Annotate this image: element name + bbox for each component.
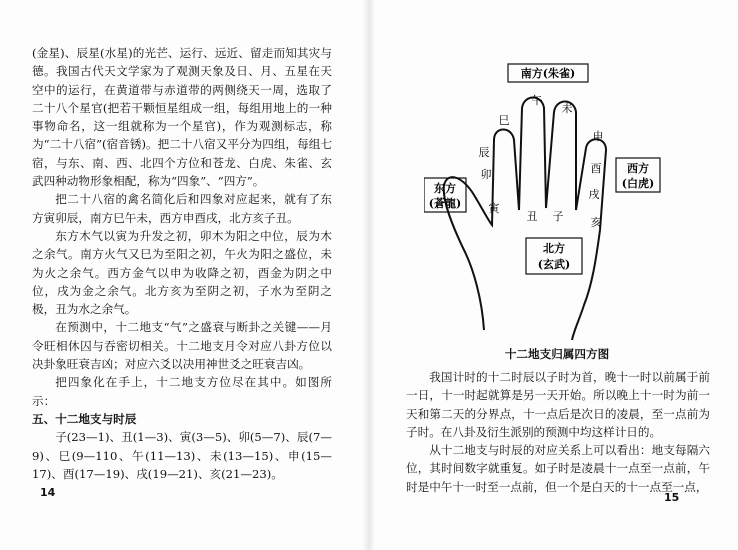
branch-yin: 寅	[488, 202, 500, 215]
north-label-1: 北方	[543, 242, 565, 255]
branch-chen: 辰	[478, 146, 490, 159]
branch-chou: 丑	[526, 210, 538, 223]
south-label: 南方(朱雀)	[520, 67, 576, 80]
paragraph: 从十二地支与时辰的对应关系上可以看出：地支每隔六位，其时间数字就重复。如子时是凌晨十一点至一点前，午时是中午十一时至一点前，但一个是白天的十一点至一点，	[406, 443, 710, 494]
section-heading: 五、十二地支与时辰	[32, 411, 137, 426]
figure-caption: 十二地支归属四方图	[504, 347, 610, 361]
hand-outline	[444, 98, 606, 341]
paragraph: 东方木气以寅为升发之初，卯木为阳之中位，辰为木之余气。南方火气又巳为至阳之初，午火为阳之盛位，未为火之余气。西方金气以申为收降之初，酉金为阴之中位，戌为金之余气。北方亥为至阴之初，子水为至阴之极，丑为水之余气。	[32, 228, 332, 317]
east-label-2: (蒼龍)	[428, 197, 462, 210]
hours-list: 子(23—1)、丑(1—3)、寅(3—5)、卯(5—7)、辰(7—9)、巳(9—110、午(11—13)、未(13—15)、申(15—17)、酉(17—19)、戌(19—21)、亥(21—23)。	[32, 430, 332, 481]
paragraph: 把四象化在手上，十二地支方位尽在其中。如图所示：	[32, 375, 332, 408]
branch-hai: 亥	[590, 216, 602, 229]
left-page	[0, 0, 362, 550]
branch-you: 酉	[590, 162, 602, 175]
west-label-2: (白虎)	[621, 177, 655, 190]
right-page	[376, 0, 738, 550]
paragraph: 在预测中，十二地支“气”之盛衰与断卦之关键——月令旺相休囚与吞密切相关。十二地支月令对应八卦方位以决卦象旺衰吉凶；对应六爻以决用神世爻之旺衰吉凶。	[32, 320, 332, 372]
right-page-text	[406, 368, 710, 496]
page-number-right: 15	[664, 491, 680, 504]
paragraph: 我国计时的十二时辰以子时为首，晚十一时以前属于前一日，十一时起就算是另一天开始。所以晚上十一时为前一天和第二天的分界点，十一点后是次日的凌晨，至一点前为子时。在八卦及衍生派别的预测中均这样计日的。	[406, 370, 710, 439]
branch-wei: 未	[561, 102, 573, 115]
branch-zi: 子	[552, 210, 564, 223]
branch-wu: 午	[531, 94, 543, 107]
branch-shen: 申	[592, 130, 604, 143]
north-label-2: (玄武)	[537, 258, 571, 271]
book-fold	[362, 0, 376, 550]
branch-si: 巳	[498, 114, 510, 127]
branch-xu: 戌	[588, 188, 600, 201]
paragraph: (金星)、辰星(水星)的光芒、运行、远近、留走而知其灾与德。我国古代天文学家为了观测天象及日、月、五星在天空中的运行，在黄道带与赤道带的两侧绕天一周，选取了二十八个星官(把若干颗恒星组成一组，每组用地上的一种事物命名，这一组就称为一个星官)，作为观测标志，称为“二十八宿”(宿音锈)。把二十八宿又平分为四组，每组七宿，与东、南、西、北四个方位和苍龙、白虎、朱雀、玄武四种动物形象相配，称为“四象”、“四方”。	[32, 46, 332, 189]
hand-diagram	[424, 60, 686, 340]
west-label-1: 西方	[627, 162, 649, 175]
branch-mao: 卯	[480, 168, 492, 181]
east-label-1: 东方	[434, 182, 456, 195]
paragraph: 把二十八宿的禽名简化后和四象对应起来，就有了东方寅卯辰，南方巳午未，西方申酉戌，北方亥子丑。	[32, 192, 332, 225]
left-page-text	[32, 44, 332, 483]
page-number-left: 14	[40, 486, 56, 499]
